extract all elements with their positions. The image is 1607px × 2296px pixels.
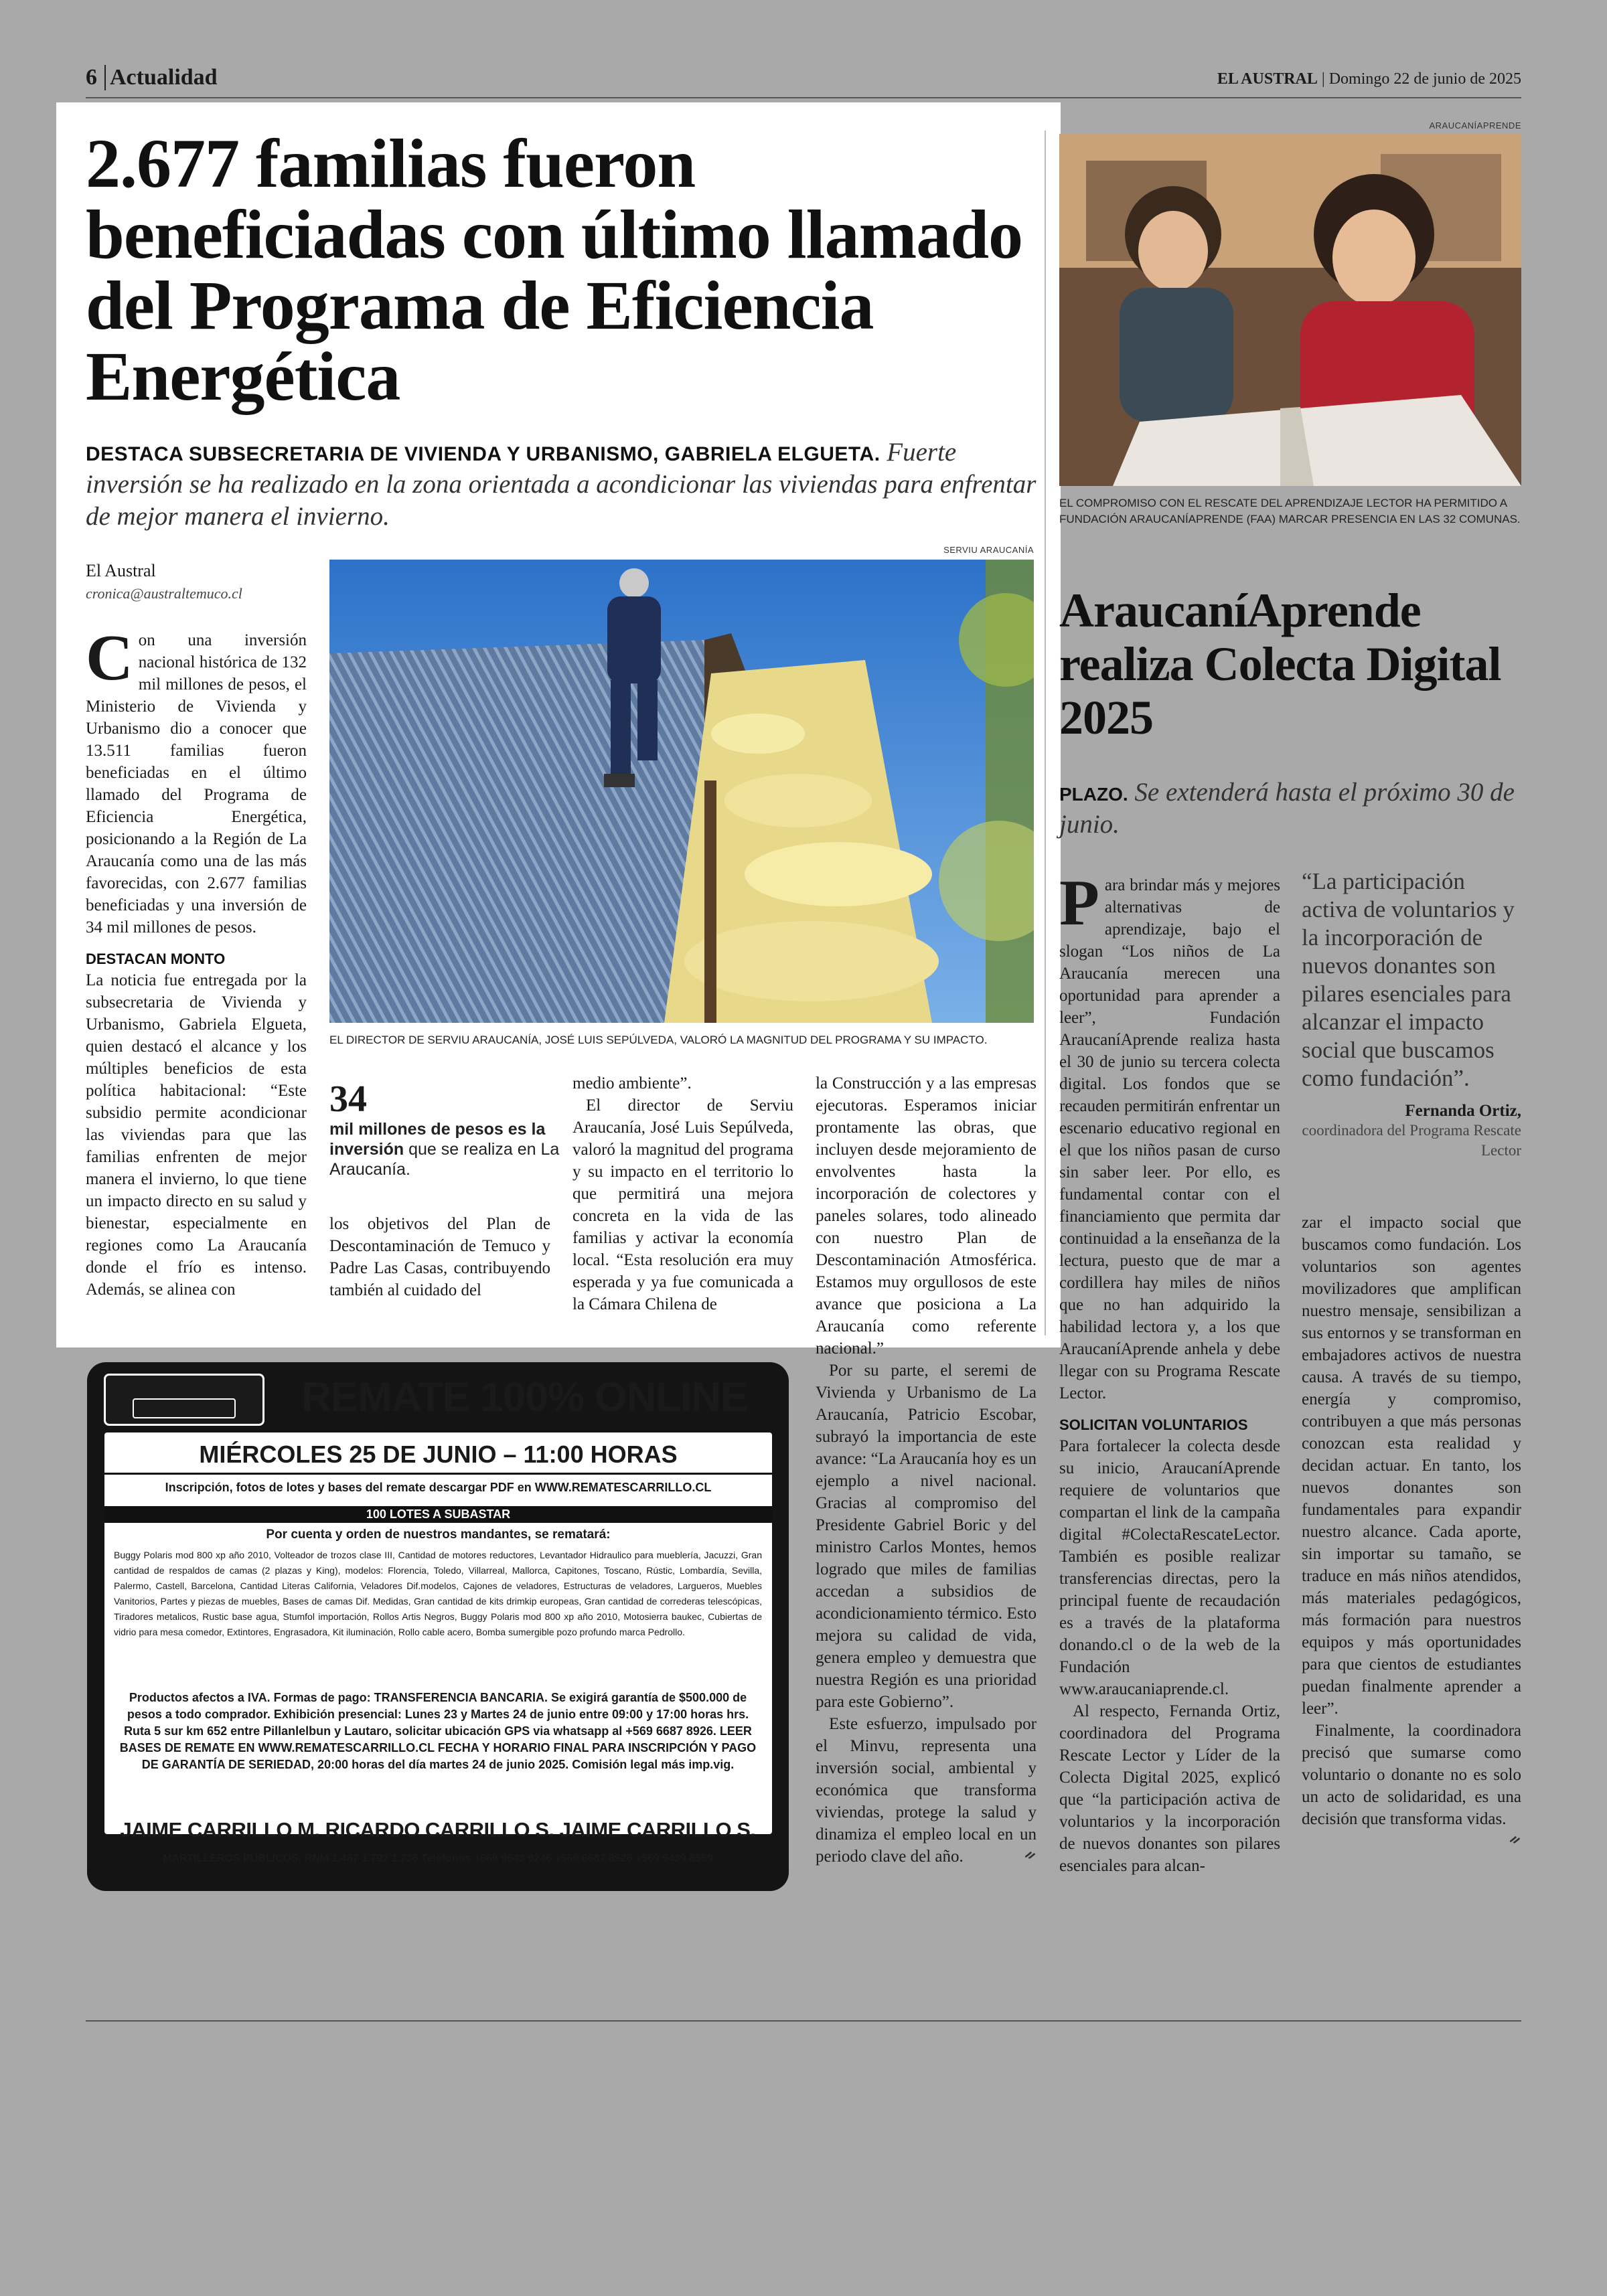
end-of-article-icon: ᨀ [1024,1846,1037,1862]
right-paragraph-2: Para fortalecer la colecta desde su inicio, AraucaníAprende requiere de voluntarios que compartan el link de la campaña digital #ColectaRescateLector. También es posible realizar transferencias directas, pero la principal fuente de recaudación es a través de la plataforma donando.cl o de la web de la Fundación www.araucaniaprende.cl. [1059,1437,1280,1698]
right-paragraph-1: Para brindar más y mejores alternativas de aprendizaje, bajo el slogan “Los niños de La Araucanía merecen una oportunidad para aprender a leer”, Fundación AraucaníAprende realiza hasta el 30 de junio su tercera colecta digital. Los fondos que se recauden permitirán enfrentar un escenario educativo regional en el que los niños pasan de curso sin saber leer. Por ello, es fundamental contar con el financiamiento que permita dar continuidad a la enseñanza de la lectura, puesto que de mar a cordillera hay miles de niños que no han adquirido la habilidad lectora y, a los que AraucaníAprende anhela y debe llegar con su Programa Rescate Lector. [1059,867,1280,1402]
ad-mandate: Por cuenta y orden de nuestros mandantes, se rematará: [266,1528,611,1542]
lead-photo-caption: EL DIRECTOR DE SERVIU ARAUCANÍA, JOSÉ LUIS SEPÚLVEDA, VALORÓ LA MAGNITUD DEL PROGRAMA Y SU IMPACTO. [329,1034,988,1046]
ad-lots-banner: 100 LOTES A SUBASTAR [104,1506,772,1523]
right-deck-text: Se extenderá hasta el próximo 30 de junio. [1059,778,1515,839]
lead-deck-text: Fuerte inversión se ha realizado en la zona orientada a acondicionar las viviendas para enfrentar de mejor manera el invierno. [86,438,1037,531]
children-reading-image [1059,134,1521,486]
right-column-1 [1059,867,1280,1877]
page-number: 6 [86,65,97,90]
lead-paragraph-7: Por su parte, el seremi de Vivienda y Urbanismo de La Araucanía, Patricio Escobar, subrayó la importancia de este avance: “La Araucanía hoy es un ejemplo a nivel nacional. Gracias al compromiso del Presidente Gabriel Boric y del ministro Carlos Montes, hemos logrado que miles de familias accedan a subsidios de acondicionamiento térmico. Esto mejora su calidad de vida, genera empleo y demuestra que nuestra Región es una prioridad para este Gobierno”. [816,1362,1037,1711]
stat-number: 34 [329,1078,367,1120]
stat-label-bold: mil millones de pesos es la inversión [329,1120,546,1159]
ad-registration: Inscripción, fotos de lotes y bases del remate descargar PDF en WWW.REMATESCARRILLO.CL [165,1481,712,1494]
byline-email: cronica@australtemuco.cl [86,585,242,602]
logo-text-bottom: CARRILLO [133,1398,236,1418]
lead-subhead: DESTACAN MONTO [86,951,226,967]
page-header [86,64,1521,98]
right-paragraph-5-text: Finalmente, la coordinadora precisó que sumarse como voluntario o donante no es solo un acto de solidaridad, es una decisión que transforma vidas. [1302,1722,1521,1828]
lead-column-3 [572,1072,793,1315]
end-of-article-icon: ᨀ [1509,1830,1521,1847]
ad-headline: REMATE 100% ONLINE [301,1374,748,1420]
right-deck [1059,776,1521,841]
logo-text-top: REMATES [150,1381,218,1392]
lead-paragraph-5: El director de Serviu Araucanía, José Luis Sepúlveda, valoró la magnitud del programa y su impacto en el territorio lo que permitirá una mejora concreta en la vida de las familias y activar la economía local. “Esta resolución era muy esperada y ya fue comunicada a la Cámara Chilena de [572,1096,793,1313]
ad-contact: MARTILLEROS PÚBLICOS, RNM 1.487 1.792 1.736 Teléfonos +569 9643 9246 +569 6687 8926 +569 9439 8559 [163,1853,713,1864]
ad-auctioneer-names: JAIME CARRILLO M. RICARDO CARRILLO S. JAIME CARRILLO S. [120,1818,756,1841]
lead-headline: 2.677 familias fueron beneficiadas con último llamado del Programa de Eficiencia Energética [86,125,1023,415]
lead-column-4 [816,1072,1037,1868]
bottom-rule [86,2020,1521,2022]
issue-date: Domingo 22 de junio de 2025 [1328,70,1521,88]
lead-paragraph-8-text: Este esfuerzo, impulsado por el Minvu, representa una inversión social, ambiental y económica que transforma viviendas, protege la salud y dinamiza el empleo local en un periodo clave del año. [816,1715,1037,1866]
column-divider [1045,131,1046,1335]
remates-carrillo-logo [104,1374,264,1426]
right-paragraph-5 [1302,1720,1521,1847]
right-photo-credit: ARAUCANÍAPRENDE [1429,120,1521,131]
lead-photo-credit: SERVIU ARAUCANÍA [943,545,1034,555]
right-headline: AraucaníAprende realiza Colecta Digital 2025 [1059,584,1501,744]
lead-paragraph-8 [816,1713,1037,1868]
pull-quote [1302,868,1521,1161]
lead-kicker: DESTACA SUBSECRETARIA DE VIVIENDA Y URBANISMO, GABRIELA ELGUETA. [86,443,881,465]
byline [86,561,313,602]
lead-paragraph-1: Con una inversión nacional histórica de 132 mil millones de pesos, el Ministerio de Vivienda y Urbanismo dio a conocer que 13.511 familias fueron beneficiadas en el último llamado del Programa de Eficiencia Energética, posicionando a la Región de La Araucanía como una de las más favorecidas, con 2.677 familias beneficiadas y una inversión de 34 mil millones de pesos. [86,622,307,936]
pull-quote-role: coordinadora del Programa Rescate Lector [1302,1122,1521,1159]
right-paragraph-3: Al respecto, Fernanda Ortiz, coordinadora del Programa Rescate Lector y Líder de la Colecta Digital 2025, explicó que “la participación activa de voluntarios y la incorporación de nuevos donantes son pilares esenciales para alcan- [1059,1702,1280,1875]
lead-column-1 [86,622,307,1301]
section-name: Actualidad [104,65,218,90]
stat-label [329,1119,564,1179]
stat-box [329,1079,564,1179]
lead-column-2 [329,1213,550,1301]
right-photo-caption: EL COMPROMISO CON EL RESCATE DEL APRENDIZAJE LECTOR HA PERMITIDO A FUNDACIÓN ARAUCANÍAPRENDE (FAA) MARCAR PRESENCIA EN LAS 32 COMUNAS. [1059,497,1521,525]
lead-deck [86,436,1043,533]
lead-paragraph-3: los objetivos del Plan de Descontaminación de Temuco y Padre Las Casas, contribuyendo también al cuidado del [329,1215,550,1299]
byline-name: El Austral [86,561,156,580]
right-photo-children-reading [1059,134,1521,486]
lead-photo-worker-on-roof [329,560,1034,1023]
lead-paragraph-4: medio ambiente”. [572,1074,692,1092]
lead-paragraph-6: la Construcción y a las empresas ejecutoras. Esperamos iniciar prontamente las obras, que incluyen desde mejoramiento de envolventes hasta la incorporación de colectores y paneles solares, todo alineado con nuestro Plan de Descontaminación Atmosférica. Estamos muy orgullosos de este avance que posiciona a La Araucanía como referente nacional.” [816,1074,1037,1358]
pull-quote-name: Fernanda Ortiz, [1405,1102,1521,1120]
ad-item-list: Buggy Polaris mod 800 xp año 2010, Volteador de trozos clase III, Cantidad de motores reductores, Levantador Hidraulico para mueblería, Jacuzzi, Gran cantidad de respaldos de camas (2 plazas y King), modelos: Florencia, Toledo, Villarreal, Mallorca, Capitones, Toscano, Rústic, Lombardía, Sevilla, Palermo, Castell, Barcelona, Cantidad Literas California, Veladores Dif.modelos, Cajones de veladores, Estructuras de veladores, Largueros, Muebles Vanitorios, Partes y piezas de muebles, Bases de camas Dif. Medidas, Gran cantidad de kits drimkip europeas, Gran cantidad de correderas telescópicas, Tiradores metalicos, Rustic base agua, Stumfol importación, Rollos Artis Negros, Buggy Polaris mod 800 xp año 2010, Motosierra baukec, Cubiertas de vidrio para mesa comedor, Extintores, Engrasadora, Kit iluminación, Rollo cable acero, Bomba sumergible pozo profundo marca Pedrollo. [114,1550,762,1637]
right-subhead: SOLICITAN VOLUNTARIOS [1059,1416,1248,1433]
paper-name: EL AUSTRAL [1217,70,1318,88]
lead-paragraph-2: La noticia fue entregada por la subsecretaria de Vivienda y Urbanismo, Gabriela Elgueta, quien destacó el alcance y los múltiples beneficios de esta política habitacional: “Este subsidio permite acondicionar las viviendas para que las familias enfrenten de mejor manera el invierno, lo que tiene un impacto directo en su salud y bienestar, especialmente en regiones como La Araucanía donde el frío es intenso. Además, se alinea con [86,971,307,1299]
paper-dateline: EL AUSTRAL | Domingo 22 de junio de 2025 [1217,70,1521,88]
right-column-2 [1302,1212,1521,1848]
child-left [1120,186,1233,422]
ad-date: MIÉRCOLES 25 DE JUNIO – 11:00 HORAS [104,1441,772,1475]
ad-terms: Productos afectos a IVA. Formas de pago: TRANSFERENCIA BANCARIA. Se exigirá garantía de $500.000 de pesos a todo comprador. Exhibición presencial: Lunes 23 y Martes 24 de junio entre 09:00 y 17:00 horas hrs. Ruta 5 sur km 652 entre Pillanlelbun y Lautaro, solicitar ubicación GPS via whatsapp al +569 6687 8926. LEER BASES DE REMATE EN WWW.REMATESCARRILLO.CL FECHA Y HORARIO FINAL PARA INSCRIPCIÓN Y PAGO DE GARANTÍA DE SERIEDAD, 20:00 horas del día martes 24 de junio 2025. Comisión legal más imp.vig. [119,1691,757,1771]
right-paragraph-4: zar el impacto social que buscamos como fundación. Los voluntarios son agentes movilizadores que amplifican nuestro mensaje, sensibilizan a sus entornos y se transforman en embajadores activos de nuestra causa. A través de su tiempo, energía y compromiso, contribuyen a que más personas conozcan esta realidad y decidan actuar. En tanto, los nuevos donantes son fundamentales para expandir nuestro alcance. Cada aporte, sin importar su tamaño, se traduce en más niños atendidos, más materiales pedagógicos, más formación para nuestros equipos y más oportunidades para que cientos de estudiantes puedan finalmente aprender a leer”. [1302,1214,1521,1718]
stat-label-rest: que se realiza en La Araucanía. [329,1140,560,1179]
pull-quote-text: “La participación activa de voluntarios y la incorporación de nuevos donantes son pilares esenciales para alcanzar el impacto social que buscamos como fundación”. [1302,868,1515,1091]
roof-insulation-image [329,560,1034,1023]
right-kicker: PLAZO. [1059,784,1128,805]
